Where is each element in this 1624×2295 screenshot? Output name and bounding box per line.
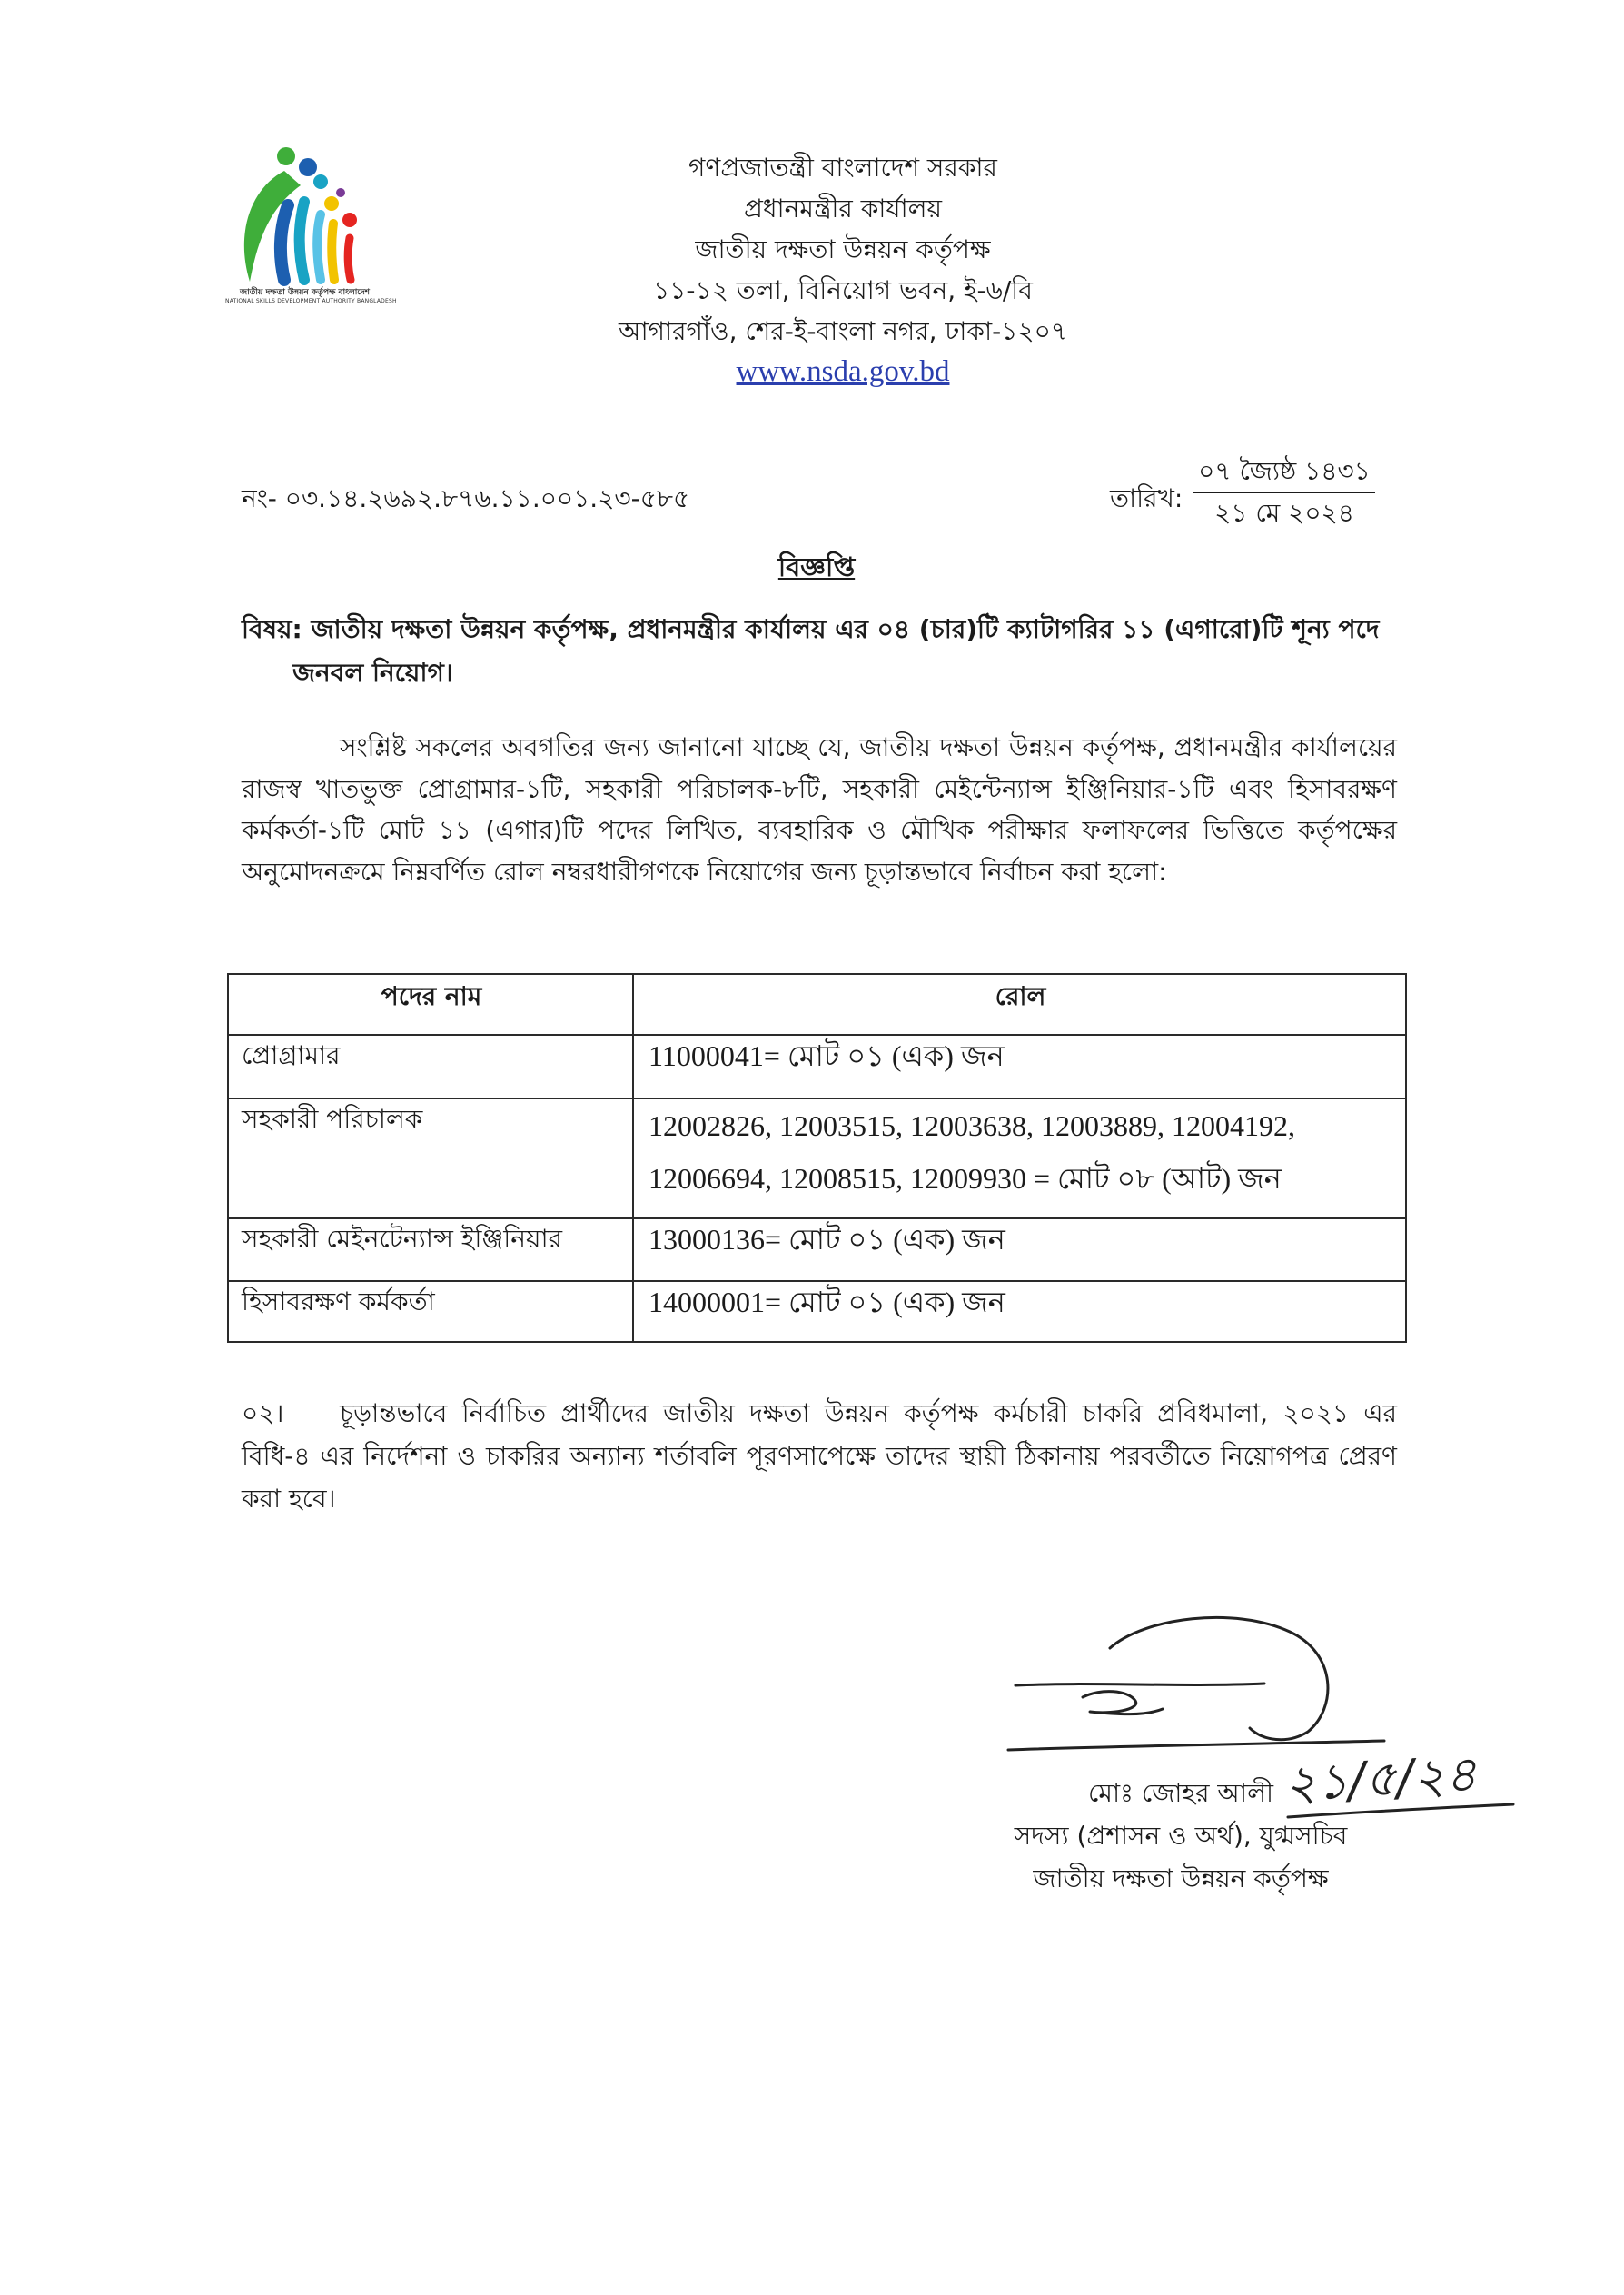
letterhead-authority: জাতীয় দক্ষতা উন্নয়ন কর্তৃপক্ষ [695,234,991,264]
logo-caption-bangla: জাতীয় দক্ষতা উন্নয়ন কর্তৃপক্ষ বাংলাদেশ [240,288,370,297]
post-name: প্রোগ্রামার [228,1035,633,1098]
table-row [228,1035,1406,1098]
reference-number: নং- ০৩.১৪.২৬৯২.৮৭৬.১১.০০১.২৩-৫৮৫ [242,483,690,513]
post-name: সহকারী পরিচালক [228,1098,633,1218]
signatory-block [954,1772,1408,1900]
logo-caption-english: NATIONAL SKILLS DEVELOPMENT AUTHORITY BANGLADESH [225,298,397,304]
signature-flourish [1083,1692,1163,1714]
logo-purple-dot [336,188,345,197]
logo-yellow-figure [324,196,339,280]
table-header-row [228,974,1406,1035]
table-row [228,1281,1406,1342]
logo-lightblue-figure [317,214,321,280]
table-row [228,1098,1406,1218]
signature-loop [1110,1617,1328,1739]
letterhead [525,147,1161,392]
logo-red-figure [342,213,357,280]
clause-number: ০২। [242,1398,284,1428]
letterhead-address-city: আগারগাঁও, শের-ই-বাংলা নগর, ঢাকা-১২০৭ [619,316,1067,346]
notice-title-text: বিজ্ঞপ্তি [777,551,856,582]
clause-text: চূড়ান্তভাবে নির্বাচিত প্রার্থীদের জাতীয় দক্ষতা উন্নয়ন কর্তৃপক্ষ কর্মচারী চাকরি প্রবিধমালা, ২০২১ এর বিধি-৪ এর নির্দেশনা ও চাকরির অন্যান্য শর্তাবলি পূরণসাপেক্ষে তাদের স্থায়ী ঠিকানায় পরবর্তীতে নিয়োগপত্র প্রেরণ করা হবে। [242,1398,1397,1514]
date-gregorian: ২১ মে ২০২৪ [1214,498,1354,528]
table-row [228,1218,1406,1281]
date-bangla: ০৭ জ্যৈষ্ঠ ১৪৩১ [1198,456,1371,486]
date-block [1193,452,1375,533]
selected-candidates-table [227,973,1407,1343]
roll-numbers: 14000001= মোট ০১ (এক) জন [633,1281,1406,1342]
signatory-designation: সদস্য (প্রশাসন ও অর্থ), যুগ্মসচিব [1014,1821,1348,1851]
roll-numbers: 11000041= মোট ০১ (এক) জন [633,1035,1406,1098]
signatory-organization: জাতীয় দক্ষতা উন্নয়ন কর্তৃপক্ষ [1033,1863,1329,1893]
signatory-name: মোঃ জোহর আলী [1088,1778,1273,1808]
notice-subject: বিষয়: জাতীয় দক্ষতা উন্নয়ন কর্তৃপক্ষ, প্রধানমন্ত্রীর কার্যালয় এর ০৪ (চার)টি ক্যাটাগরির ১১ (এগারো)টি শূন্য পদে জনবল নিয়োগ। [242,614,1380,688]
signature-stroke-top [1015,1684,1264,1685]
letterhead-office: প্রধানমন্ত্রীর কার্যালয় [743,194,943,224]
roll-numbers: 13000136= মোট ০১ (এক) জন [633,1218,1406,1281]
clause-2 [242,1392,1397,1520]
letterhead-government: গণপ্রজাতন্ত্রী বাংলাদেশ সরকার [688,153,997,183]
nsda-logo-icon [232,144,377,289]
post-name: সহকারী মেইনটেন্যান্স ইঞ্জিনিয়ার [228,1218,633,1281]
handwritten-date: ২১/৫/২৪ [1282,1744,1479,1813]
date-label: তারিখ: [1110,483,1183,513]
notice-body: সংশ্লিষ্ট সকলের অবগতির জন্য জানানো যাচ্ছে যে, জাতীয় দক্ষতা উন্নয়ন কর্তৃপক্ষ, প্রধানমন্ত্রীর কার্যালয়ের রাজস্ব খাতভুক্ত প্রোগ্রামার-১টি, সহকারী পরিচালক-৮টি, সহকারী মেইন্টেন্যান্স ইঞ্জিনিয়ার-১টি এবং হিসাবরক্ষণ কর্মকর্তা-১টি মোট ১১ (এগার)টি পদের লিখিত, ব্যবহারিক ও মৌখিক পরীক্ষার ফলাফলের ভিত্তিতে কর্তৃপক্ষের অনুমোদনক্রমে নিম্নবর্ণিত রোল নম্বরধারীগণকে নিয়োগের জন্য চূড়ান্তভাবে নির্বাচন করা হলো: [242,732,1397,887]
notice-title [635,547,998,588]
letterhead-address-floor: ১১-১২ তলা, বিনিয়োগ ভবন, ই-৬/বি [653,275,1033,305]
website-link[interactable]: www.nsda.gov.bd [736,355,950,388]
column-header-roll: রোল [633,974,1406,1035]
roll-numbers: 12002826, 12003515, 12003638, 12003889, 12004192, 12006694, 12008515, 12009930 = মোট ০৮ (আট) জন [633,1098,1406,1218]
post-name: হিসাবরক্ষণ কর্মকর্তা [228,1281,633,1342]
column-header-post: পদের নাম [228,974,633,1035]
logo-green-leaf [244,147,301,282]
